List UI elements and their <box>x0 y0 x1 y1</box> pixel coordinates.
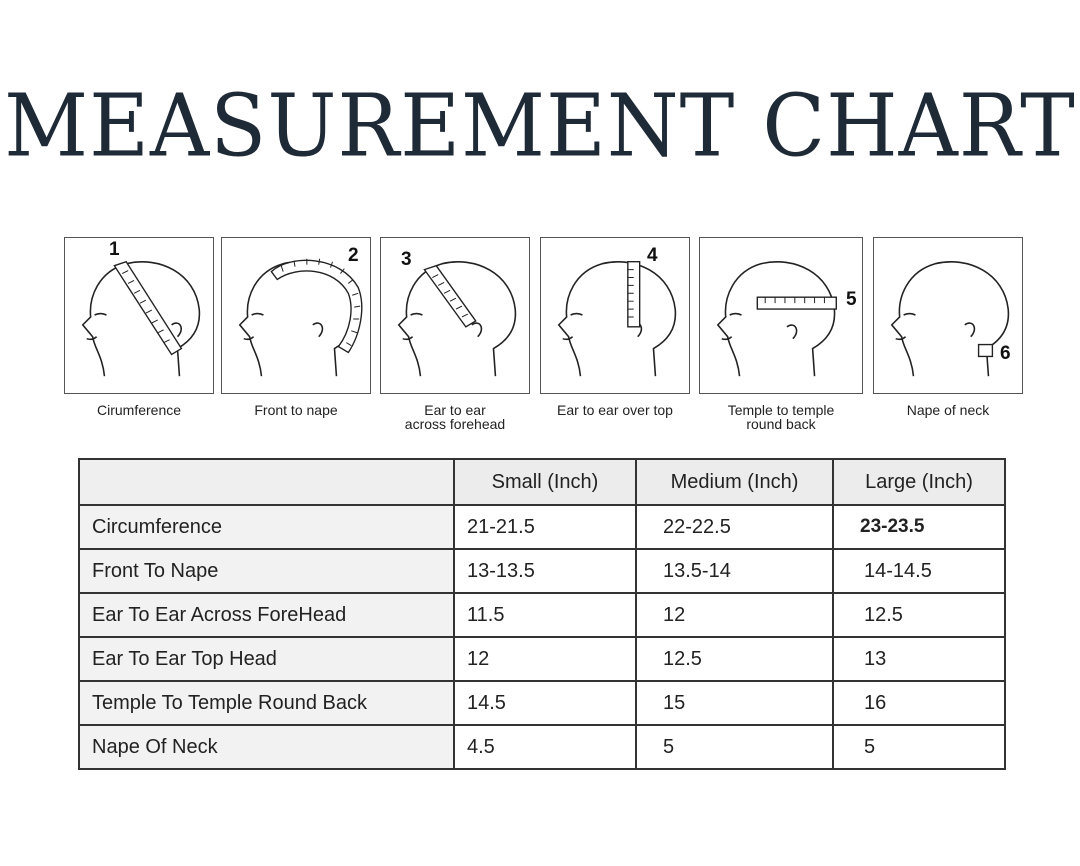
caption-ear-to-ear-top: Ear to ear over top <box>557 402 673 418</box>
row-label: Circumference <box>79 505 454 549</box>
table-row <box>79 505 1005 549</box>
table-row <box>79 725 1005 769</box>
head-profile-illustration-6 <box>874 238 1022 393</box>
header-blank <box>79 459 454 505</box>
row-label: Ear To Ear Top Head <box>79 637 454 681</box>
cell-medium: 13.5-14 <box>636 549 833 593</box>
row-label: Temple To Temple Round Back <box>79 681 454 725</box>
cell-medium: 22-22.5 <box>636 505 833 549</box>
header-medium: Medium (Inch) <box>636 459 833 505</box>
head-profile-illustration-5 <box>700 238 862 393</box>
cell-small: 12 <box>454 637 636 681</box>
caption-circumference: Cirumference <box>96 402 182 418</box>
caption-ear-to-ear-forehead: Ear to ear across forehead <box>404 402 506 432</box>
table-header-row <box>79 459 1005 505</box>
cell-large: 16 <box>833 681 1005 725</box>
diagram-temple-to-temple <box>699 237 863 394</box>
table-row <box>79 637 1005 681</box>
cell-small: 14.5 <box>454 681 636 725</box>
table-row <box>79 593 1005 637</box>
diagram-number: 4 <box>647 245 658 266</box>
diagram-number: 2 <box>348 245 359 266</box>
table-row <box>79 681 1005 725</box>
diagram-ear-to-ear-forehead <box>380 237 530 394</box>
page-title: MEASUREMENT CHART <box>4 76 1076 177</box>
row-label: Ear To Ear Across ForeHead <box>79 593 454 637</box>
diagram-number: 1 <box>109 239 120 260</box>
caption-front-to-nape: Front to nape <box>254 402 338 418</box>
cell-large: 13 <box>833 637 1005 681</box>
diagram-ear-to-ear-top <box>540 237 690 394</box>
header-small: Small (Inch) <box>454 459 636 505</box>
row-label: Front To Nape <box>79 549 454 593</box>
diagram-number: 3 <box>401 249 412 270</box>
cell-small: 11.5 <box>454 593 636 637</box>
cell-large: 23-23.5 <box>833 505 1005 549</box>
cell-medium: 15 <box>636 681 833 725</box>
diagram-number: 5 <box>846 289 857 310</box>
table-row <box>79 549 1005 593</box>
size-table <box>78 458 1006 770</box>
cell-small: 4.5 <box>454 725 636 769</box>
cell-medium: 12 <box>636 593 833 637</box>
head-profile-illustration-4 <box>541 238 689 393</box>
head-profile-illustration-1 <box>65 238 213 393</box>
diagram-circumference <box>64 237 214 394</box>
diagram-number: 6 <box>1000 343 1011 364</box>
header-large: Large (Inch) <box>833 459 1005 505</box>
cell-large: 12.5 <box>833 593 1005 637</box>
caption-temple-to-temple: Temple to temple round back <box>727 402 835 432</box>
cell-medium: 5 <box>636 725 833 769</box>
cell-medium: 12.5 <box>636 637 833 681</box>
caption-nape-of-neck: Nape of neck <box>906 402 990 418</box>
diagram-front-to-nape <box>221 237 371 394</box>
cell-small: 13-13.5 <box>454 549 636 593</box>
diagram-nape-of-neck <box>873 237 1023 394</box>
cell-small: 21-21.5 <box>454 505 636 549</box>
cell-large: 5 <box>833 725 1005 769</box>
cell-large: 14-14.5 <box>833 549 1005 593</box>
row-label: Nape Of Neck <box>79 725 454 769</box>
